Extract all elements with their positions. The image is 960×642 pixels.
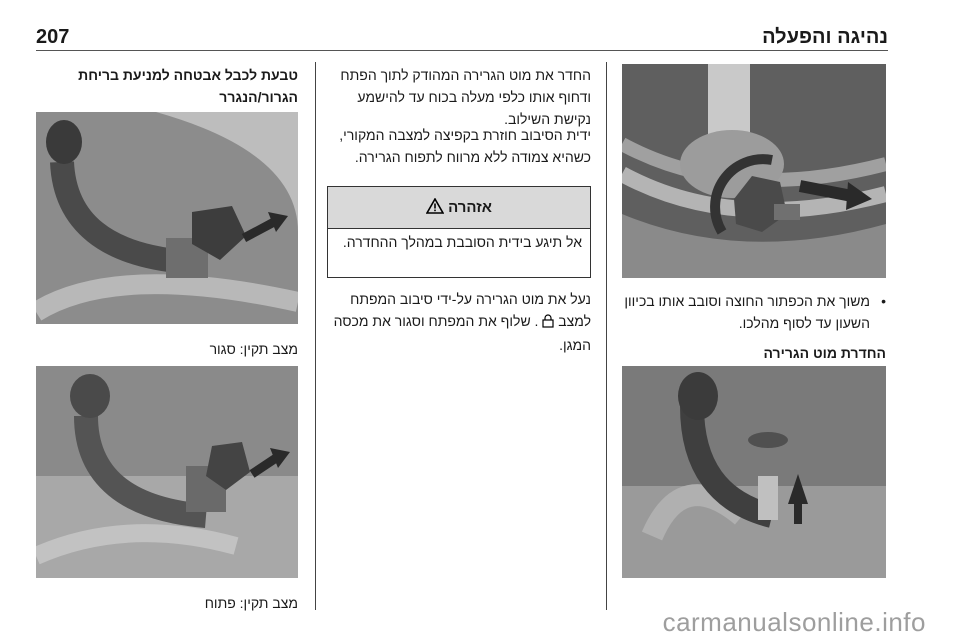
warning-header (328, 187, 590, 229)
page-number: 207 (36, 26, 70, 48)
warning-body: אל תיגע בידית הסובבת במהלך ההחדרה. (342, 234, 582, 250)
header-rule (36, 50, 888, 51)
instruction-bullet: • משוך את הכפתור החוצה וסובב אותו בכיוון השעון עד לסוף מהלכו. (622, 290, 886, 334)
heading-insert-bar: החדרת מוט הגרירה (763, 345, 886, 361)
warning-triangle-icon (426, 198, 444, 218)
section-title: נהיגה והפעלה (762, 26, 888, 48)
paragraph-knob-return: ידית הסיבוב חוזרת בקפיצה למצבה המקורי, כשהיא צמודה ללא מרווח לתפוח הגרירה. (339, 127, 591, 165)
warning-title: אזהרה (448, 199, 492, 216)
paragraph-lock: נעל את מוט הגרירה על-ידי סיבוב המפתח למצב . שלוף את המפתח וסגור את מכסה המגן. (333, 291, 591, 353)
photo-ring-closed (36, 112, 298, 324)
caption-closed: מצב תקין: סגור (209, 341, 298, 357)
column-divider-left (315, 62, 316, 610)
heading-safety-ring: טבעת לכבל אבטחה למניעת בריחת הגרור/הנגרר (78, 67, 298, 105)
watermark: carmanualsonline.info (662, 607, 926, 637)
bullet-dot: • (881, 293, 886, 309)
warning-box (327, 186, 591, 278)
knob-illustration (622, 64, 886, 278)
page-header (36, 26, 888, 52)
photo-ring-open (36, 366, 298, 578)
caption-open: מצב תקין: פתוח (204, 595, 298, 611)
column-divider-right (606, 62, 607, 610)
photo-knob-turn (622, 64, 886, 278)
lock-icon (542, 312, 554, 334)
ring-closed-illustration (36, 112, 298, 324)
insert-illustration (622, 366, 886, 578)
ring-open-illustration (36, 366, 298, 578)
photo-insert-bar (622, 366, 886, 578)
paragraph-insert: החדר את מוט הגרירה המהודק לתוך הפתח ודחוף אותו כלפי מעלה בכוח עד להישמע נקישת השילוב. (340, 67, 591, 127)
